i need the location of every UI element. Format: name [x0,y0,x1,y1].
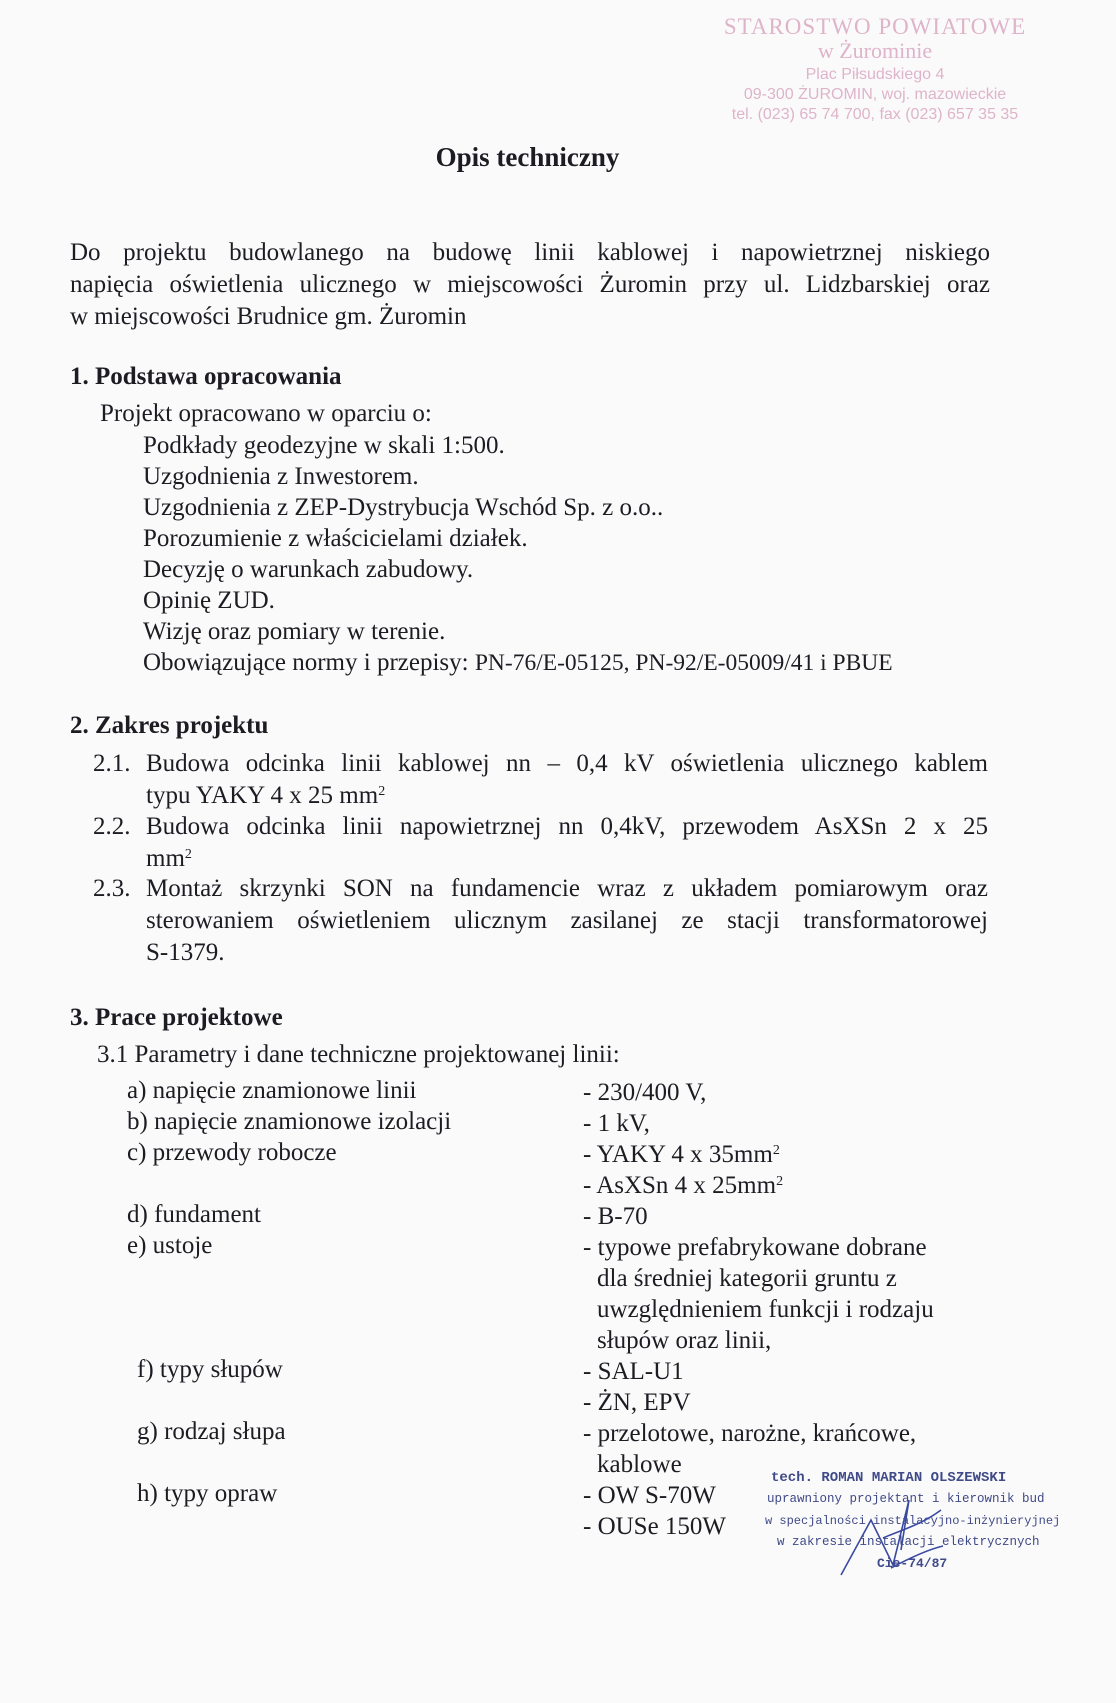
scope-item-line: Budowa odcinka linii napowietrznej nn 0,4kV, przewodem AsXSn 2 x 25 [146,813,988,840]
param-label: c) przewody robocze [127,1139,337,1166]
norms-lead: Obowiązujące normy i przepisy: [143,649,469,676]
intro-line-2: napięcia oświetlenia ulicznego w miejscowości Żuromin przy ul. Lidzbarskiej oraz [70,271,990,298]
param-value: - przelotowe, narożne, krańcowe, [583,1420,917,1447]
scope-item-line: Montaż skrzynki SON na fundamencie wraz z układem pomiarowym oraz [146,875,988,902]
param-value: - ŻN, EPV [583,1389,691,1416]
section-1-norms [143,649,893,677]
section-1-item: Uzgodnienia z Inwestorem. [143,463,419,490]
stamp-line-5: tel. (023) 65 74 700, fax (023) 657 35 35 [731,106,1019,123]
section-1-item: Opinię ZUD. [143,587,275,614]
param-value: - B-70 [583,1203,648,1230]
section-1-item: Podkłady geodezyjne w skali 1:500. [143,432,505,459]
scope-item-line: typu YAKY 4 x 25 $mm^2$ [146,782,386,809]
scope-item-number: 2.2. [93,813,131,840]
param-value: - YAKY 4 x $35mm^2$ [583,1141,780,1168]
section-1-item: Decyzję o warunkach zabudowy. [143,556,474,583]
norms-list: PN-76/E-05125, PN-92/E-05009/41 i PBUE [474,650,893,676]
stamp-line-3: Plac Piłsudskiego 4 [805,66,945,83]
param-value: - OUSe 150W [583,1513,727,1540]
scope-item-number: 2.3. [93,875,131,902]
intro-line-3: w miejscowości Brudnice gm. Żuromin [70,303,467,330]
param-value: słupów oraz linii, [597,1327,772,1354]
param-label: d) fundament [127,1201,261,1228]
scope-item-line: S-1379. [146,939,225,966]
signature-stamp-line: w specjalności instalacyjno-inżynieryjnej [765,1514,1061,1528]
signature-stamp-line: tech. ROMAN MARIAN OLSZEWSKI [771,1470,1007,1486]
signature-stamp-line: Cie-74/87 [877,1556,948,1571]
handwritten-signature [831,1480,951,1590]
param-value: uwzględnieniem funkcji i rodzaju [597,1296,934,1323]
section-2-heading: 2. Zakres projektu [70,712,269,739]
param-label: h) typy opraw [137,1480,278,1507]
param-value: kablowe [597,1451,682,1478]
param-value: - 1 kV, [583,1110,650,1137]
param-value: - AsXSn 4 x $25mm^2$ [583,1172,784,1199]
document-title: Opis techniczny [435,142,620,172]
param-value: - OW S-70W [583,1482,716,1509]
section-1-heading: 1. Podstawa opracowania [70,363,342,390]
section-1-item: Porozumienie z właścicielami działek. [143,525,528,552]
intro-line-1: Do projektu budowlanego na budowę linii kablowej i napowietrznej niskiego [70,239,990,266]
section-1-item: Wizję oraz pomiary w terenie. [143,618,446,645]
signature-stamp-line: w zakresie instalacji elektrycznych [777,1535,1040,1549]
param-value: dla średniej kategorii gruntu z [597,1265,897,1292]
office-stamp [660,14,1090,124]
param-label: b) napięcie znamionowe izolacji [127,1108,452,1135]
section-3-heading: 3. Prace projektowe [70,1004,283,1031]
scope-item-line: Budowa odcinka linii kablowej nn – 0,4 kV oświetlenia ulicznego kablem [146,750,988,777]
scope-item-number: 2.1. [93,750,131,777]
param-label: f) typy słupów [137,1356,283,1383]
section-3-sub: 3.1 Parametry i dane techniczne projektowanej linii: [97,1041,620,1068]
section-1-item: Uzgodnienia z ZEP-Dystrybucja Wschód Sp. z o.o.. [143,494,664,521]
intro-paragraph [70,237,990,333]
scope-item-line: $mm^2$ [146,845,192,872]
param-label: a) napięcie znamionowe linii [127,1077,417,1104]
stamp-line-2: w Żurominie [817,38,933,63]
section-1-lead: Projekt opracowano w oparciu o: [100,400,432,427]
param-value: - typowe prefabrykowane dobrane [583,1234,927,1261]
param-label: g) rodzaj słupa [137,1418,286,1445]
stamp-line-4: 09-300 ŻUROMIN, woj. mazowieckie [743,86,1007,103]
param-label: e) ustoje [127,1232,213,1259]
scope-item-line: sterowaniem oświetleniem ulicznym zasilanej ze stacji transformatorowej [146,907,988,934]
param-value: - 230/400 V, [583,1079,707,1106]
signature-stamp-line: uprawniony projektant i kierownik bud [767,1492,1045,1506]
param-value: - SAL-U1 [583,1358,684,1385]
stamp-line-1: STAROSTWO POWIATOWE [723,14,1027,39]
